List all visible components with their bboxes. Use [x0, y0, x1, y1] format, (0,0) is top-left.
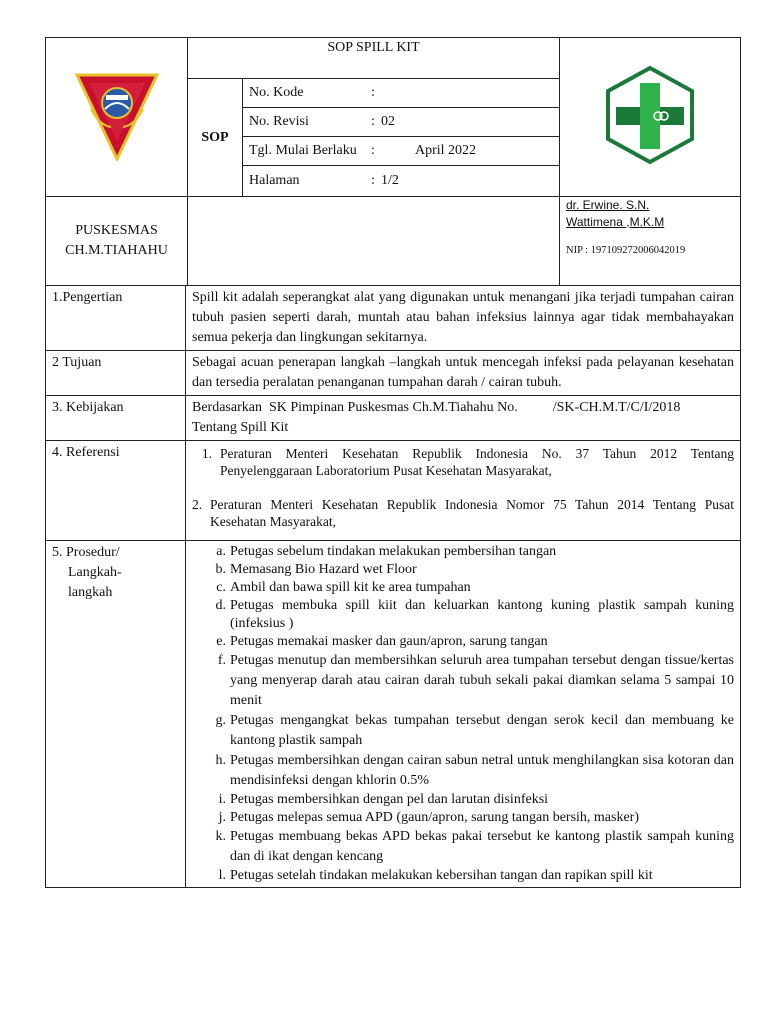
step-marker: f.: [217, 653, 226, 668]
field-value: April 2022: [415, 143, 477, 158]
step-item: [210, 791, 734, 809]
step-item: [210, 651, 734, 711]
label-tujuan: 2 Tujuan: [46, 351, 186, 396]
step-marker: c.: [216, 580, 226, 595]
step-text: Memasang Bio Hazard wet Floor: [230, 562, 417, 577]
content-table: [45, 286, 741, 888]
signer-cell: [560, 197, 741, 286]
step-item: [210, 827, 734, 867]
prosedur-label-3: langkah: [68, 585, 113, 600]
title-block: [188, 38, 560, 197]
step-text: Ambil dan bawa spill kit ke area tumpahan: [230, 580, 471, 595]
step-item: [210, 867, 734, 885]
step-text: Petugas sebelum tindakan melakukan pembersihan tangan: [230, 544, 557, 559]
label-prosedur: [46, 541, 186, 888]
right-logo-cell: [560, 38, 741, 197]
sop-document: [45, 37, 741, 888]
field-halaman: [243, 166, 559, 195]
step-item: [210, 633, 734, 651]
step-marker: i.: [218, 792, 226, 807]
steps-list: [210, 543, 734, 885]
referensi-text: Peraturan Menteri Kesehatan Republik Indonesia No. 37 Tahun 2012 Tentang Penyelenggaraan Laboratorium Pusat Kesehatan Masyarakat,: [220, 446, 734, 478]
field-no-kode: [243, 79, 559, 108]
step-text: Petugas melepas semua APD (gaun/apron, sarung tangan bersih, masker): [230, 810, 640, 825]
step-item: [210, 543, 734, 561]
label-pengertian: 1.Pengertian: [46, 286, 186, 351]
step-marker: b.: [215, 562, 226, 577]
step-text: Petugas membersihkan dengan pel dan larutan disinfeksi: [230, 792, 549, 807]
field-sep: :: [371, 85, 375, 100]
step-item: [210, 579, 734, 597]
org-name-line2: CH.M.TIAHAHU: [65, 243, 168, 258]
org-name-line1: PUSKESMAS: [75, 223, 158, 238]
field-sep: :: [371, 172, 375, 188]
signer-nip: NIP : 197109272006042019: [566, 245, 686, 256]
field-label: Halaman: [249, 172, 300, 188]
sop-label: SOP: [188, 79, 243, 196]
field-no-revisi: [243, 108, 559, 137]
step-text: Petugas menutup dan membersihkan seluruh area tumpahan tersebut dengan tissue/kertas yang menyerap darah atau cairan darah tubuh sekali pakai diamkan selama 5 sampai 10 menit: [230, 653, 734, 708]
referensi-list: [186, 441, 741, 541]
step-marker: h.: [215, 753, 226, 768]
referensi-num: 2.: [192, 497, 203, 512]
referensi-item: [192, 445, 734, 479]
prosedur-label-1: 5. Prosedur/: [52, 545, 120, 560]
field-value: 02: [381, 114, 395, 129]
field-label: Tgl. Mulai Berlaku: [249, 143, 357, 158]
field-sep: :: [371, 114, 375, 129]
text-pengertian: Spill kit adalah seperangkat alat yang digunakan untuk menangani jika terjadi tumpahan cairan tubuh pasien seperti darah, muntah atau bahan infeksius lainnya agar tidak membahayakan semua pekerja dan lingkungan sekitarnya.: [186, 286, 741, 351]
field-tgl-mulai: [243, 137, 559, 166]
step-item: [210, 751, 734, 791]
field-label: No. Kode: [249, 85, 304, 100]
referensi-num: 1.: [201, 446, 212, 461]
puskesmas-emblem-icon: [75, 69, 159, 161]
prosedur-label-2: Langkah-: [68, 565, 122, 580]
signer-name-1: dr. Erwine. S.N.: [566, 198, 650, 212]
step-marker: l.: [218, 868, 226, 883]
header-table: [45, 37, 741, 286]
step-text: Petugas membersihkan dengan cairan sabun netral untuk menghilangkan sisa kotoran dan mendisinfeksi dengan khlorin 0.5%: [230, 753, 734, 788]
kebijakan-line1: Berdasarkan SK Pimpinan Puskesmas Ch.M.Tiahahu No. /SK-CH.M.T/C/I/2018: [192, 400, 681, 415]
signer-name-2: Wattimena ,M.K.M: [566, 215, 665, 229]
step-item: [210, 711, 734, 751]
field-label: No. Revisi: [249, 114, 309, 129]
text-kebijakan: [186, 396, 741, 441]
step-item: [210, 597, 734, 633]
field-list: [243, 79, 559, 196]
kebijakan-line2: Tentang Spill Kit: [192, 420, 289, 435]
blank-cell: [188, 197, 560, 286]
step-marker: e.: [216, 634, 226, 649]
step-text: Petugas memakai masker dan gaun/apron, sarung tangan: [230, 634, 548, 649]
health-cross-logo-icon: [602, 65, 698, 165]
step-marker: j.: [218, 810, 226, 825]
field-value: 1/2: [381, 172, 399, 188]
step-text: Petugas mengangkat bekas tumpahan tersebut dengan serok kecil dan membuang ke kantong plastik sampah: [230, 713, 734, 748]
step-text: Petugas membuka spill kiit dan keluarkan kantong kuning plastik sampah kuning (infeksius ): [230, 598, 734, 631]
org-cell: [46, 197, 188, 286]
step-text: Petugas membuang bekas APD bekas pakai tersebut ke kantong plastik sampah kuning dan di ikat dengan kencang: [230, 829, 734, 864]
step-marker: a.: [216, 544, 226, 559]
doc-title: SOP SPILL KIT: [188, 38, 559, 79]
text-tujuan: Sebagai acuan penerapan langkah –langkah untuk mencegah infeksi pada pelayanan kesehatan dan tersedia peralatan penanganan tumpahan darah / cairan tubuh.: [186, 351, 741, 396]
referensi-text: Peraturan Menteri Kesehatan Republik Indonesia Nomor 75 Tahun 2014 Tentang Pusat Kesehatan Masyarakat,: [210, 497, 734, 529]
step-text: Petugas setelah tindakan melakukan kebersihan tangan dan rapikan spill kit: [230, 868, 653, 883]
label-referensi: 4. Referensi: [46, 441, 186, 541]
step-item: [210, 809, 734, 827]
step-marker: g.: [215, 713, 226, 728]
prosedur-steps: [186, 541, 741, 888]
step-item: [210, 561, 734, 579]
label-kebijakan: 3. Kebijakan: [46, 396, 186, 441]
step-marker: k.: [215, 829, 226, 844]
step-marker: d.: [215, 598, 226, 613]
referensi-item: [192, 496, 734, 530]
left-logo-cell: [46, 38, 188, 197]
field-sep: :: [371, 143, 375, 158]
